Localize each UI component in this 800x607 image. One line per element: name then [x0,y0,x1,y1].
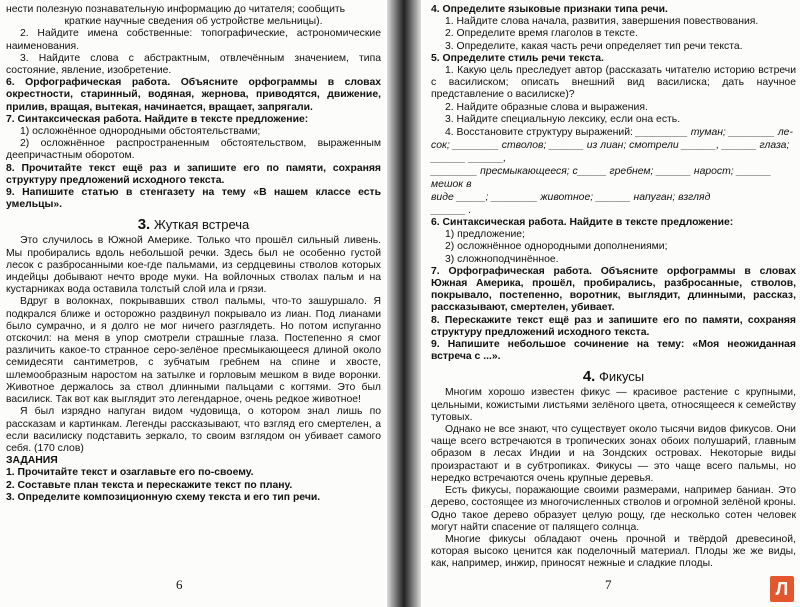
top-line-1: нести полезную познавательную информацию до читателя; сообщить [6,4,346,15]
story-4-paragraph-1: Многим хорошо известен фикус — красивое растение с крупными, цельными, кожистыми листьями зелёного цвета, относящееся к семейству тутовых. [431,387,796,423]
story-4-title-text: Фикусы [598,369,645,385]
task-list-2: 2. Составьте план текста и перескажите текст по плану. [6,479,293,491]
r-task-6-1: 1) предложение; [445,229,525,241]
r-task-6-2: 2) осложнённое однородными дополнениями; [445,241,668,253]
task-7: 7. Синтаксическая работа. Найдите в тексте предложение: [6,113,309,125]
r-task-9: 9. Напишите небольшое сочинение на тему: «Моя неожиданная встреча с ...». [431,339,796,363]
r-task-5-1: 1. Какую цель преследует автор (рассказать читателю историю встречи с василиском; описать внешний вид василиска; дать научное представление о василиске)? [431,65,796,101]
publisher-logo-icon: Л [770,576,794,602]
r-task-5-3: 3. Найдите специальную лексику, если она есть. [445,113,681,125]
story-3-paragraph-3: Я был изрядно напуган видом чудовища, о котором знал лишь по рассказам и картинкам. Легенды рассказывают, что взгляд его смертелен, а если василиску подставить зеркало, то своим взглядом он убивает самого себя. (170 слов) [6,406,381,454]
story-3-number: 3. [137,216,151,234]
r-task-4-1: 1. Найдите слова начала, развития, завершения повествования. [445,16,759,28]
left-page [0,0,387,607]
r-task-4: 4. Определите языковые признаки типа речи. [431,4,668,15]
task-9: 9. Напишите статью в стенгазету на тему «В нашем классе есть умельцы». [6,187,381,211]
r-task-6-3: 3) сложноподчинённое. [445,253,559,265]
task-8: 8. Прочитайте текст ещё раз и запишите его по памяти, сохраняя структуру предложений исходного текста. [6,162,381,186]
r-task-4-2: 2. Определите время глаголов в тексте. [445,28,638,40]
r-task-7: 7. Орфографическая работа. Объясните орфограммы в словах Южная Америка, прошёл, пробирались, разбросанные, стволов, покрывало, постепенно, воротник, выглядит, длинными, рассказ, рассказывают, смертелен, убивает. [431,265,796,314]
story-3-text [6,235,381,455]
r-task-5-4-line-1: _________ туман; ________ ле- [635,127,793,139]
tasks-heading: ЗАДАНИЯ [6,455,58,467]
story-3-paragraph-2: Вдруг в волокнах, покрывавших ствол пальмы, что-то зашуршало. Я подкрался ближе и осторожно раздвинул покрывало из лиан. Под лианами было сумрачно, и я долго не мог ничего разглядеть. Но потом испуганно отскочил: на меня в упор смотрели страшные глаза. Постепенно я смог различить какое-то странное серо-зелёное пресмыкающееся длиной около семидесяти сантиметров, с зубчатым гребнем на спине и хвосте, шлемообразным наростом на затылке и горловым мешком в виде воронки. Животное держалось за ствол длинными пальцами с когтями. Это был василиск. Так вот как выглядит это легендарное, очень редкое животное! [6,296,381,406]
r-task-5-4-line-2: сок; ________ стволов; ______ из лиан; смотрели ______, ______ глаза; ______ ______, [431,140,790,165]
r-task-5-2: 2. Найдите образные слова и выражения. [445,101,648,113]
story-3-title-text: Жуткая встреча [153,217,250,233]
task-7-2: 2) осложнённое распространенным обстоятельством, выраженным деепричастным оборотом. [6,138,381,162]
r-task-6: 6. Синтаксическая работа. Найдите в тексте предложение: [431,217,734,229]
r-task-5-4-line-4: виде _____; ________ животное; ______ напуган; взгляд [431,192,711,204]
task-2: 2. Найдите имена собственные: топографические, астрономические наименования. [6,28,381,52]
task-3: 3. Найдите слова с абстрактным, отвлечённым значением, типа состояние, явление, изобретение. [6,52,381,77]
top-line-2: краткие научные сведения об устройстве мельницы). [64,16,323,28]
story-4-paragraph-4: Многие фикусы обладают очень прочной и твёрдой древесиной, которая высоко ценится как поделочный материал. Плоды же же виды, как, например, инжир, приносят нежные и сладкие плоды. [431,533,796,570]
task-7-1: 1) осложнённое однородными обстоятельствами; [20,126,261,138]
r-task-8: 8. Перескажите текст ещё раз и запишите его по памяти, сохраняя структуру предложений исходного текста. [431,314,796,338]
story-3-paragraph-1: Это случилось в Южной Америке. Только что прошёл сильный ливень. Мы пробирались вдоль небольшой речки. Здесь был не особенно густой лесок с разбросанными кое-где пальмами, из сердцевины стволов которых индейцы добывают нечто вроде муки. На войлочных стволах пальм и на кустарниках вода оставила толстый слой ила и грязи. [6,235,381,296]
page-number-right: 7 [605,577,612,592]
r-task-5-4-line-3: ________ пресмыкающееся; с_____ гребнем; ______ нарост; ______ мешок в [431,166,772,191]
story-4-number: 4. [582,368,596,386]
r-task-5-4-intro: 4. Восстановите структуру выражений: [445,127,633,139]
r-task-5-4 [431,126,796,217]
story-4-title [431,368,796,385]
r-task-5-4-line-5: ______ . [431,205,472,217]
book-gutter [387,0,421,607]
page-number-left: 6 [176,577,183,592]
r-task-4-3: 3. Определите, какая часть речи определяет тип речи текста. [445,40,743,52]
task-list-1: 1. Прочитайте текст и озаглавьте его по-своему. [6,467,254,479]
story-4-paragraph-2: Однако не все знают, что существует около тысячи видов фикусов. Они чаще всего встречаются в тропических зонах обоих полушарий, главным образом в лесах Индии и на Зондских островах. Некоторые виды произрастают и в субтропиках. Фикусы — это чаще всего пальмы, но нередко встречаются очень крупные деревья. [431,424,796,484]
story-4-paragraph-3: Есть фикусы, поражающие своими размерами, например баниан. Это дерево, состоящее из многочисленных стволов и огромной зелёной кроны. Одно такое дерево образует целую рощу, где несколько сотен человек могут найти спасение от палящего солнца. [431,485,796,533]
story-4-text [431,387,796,570]
task-6: 6. Орфографическая работа. Объясните орфограммы в словах окрестности, старинный, водяная, жернова, приводятся, движение, прилив, вращая, вытекая, начинается, вращает, запрягали. [6,77,381,113]
story-3-title [6,216,381,233]
right-page [421,0,800,607]
r-task-5: 5. Определите стиль речи текста. [431,52,604,64]
task-list-3: 3. Определите композиционную схему текста и его тип речи. [6,491,321,503]
